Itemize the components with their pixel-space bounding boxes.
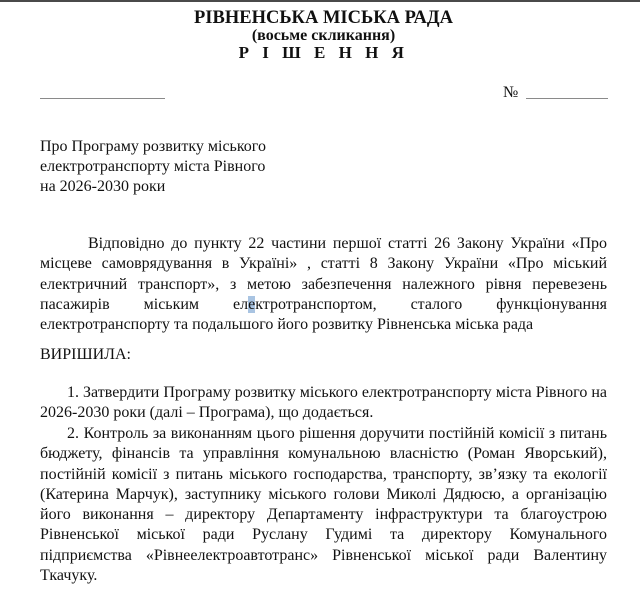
- document-type-heading: Р І Ш Е Н Н Я: [238, 43, 409, 62]
- subject-line: Про Програму розвитку міського: [40, 138, 266, 155]
- text-selection-cursor[interactable]: е: [248, 295, 256, 313]
- item-text: Контроль за виконанням цього рішення доручити постійній комісії з питань бюджету, фінансів та управління комунальною власністю (Роман Яворський), постійній комісії з питань міського господарства, транспорту, зв’язку та екології (Катерина Марчук), заступнику міського голови Миколі Дядюсю, а організацію його виконання – директору Департаменту інфраструктури та благоустрою Рівненської міської ради Руслану Гудимі та директору Комунального підприємства «Рівнеелектроавтотранс» Рівненської міської ради Валентину Ткачуку.: [40, 425, 607, 585]
- resolution-item: [40, 424, 607, 586]
- preamble-text-start: Відповідно до пункту 22 частини першої статті 26 Закону України «Про місцеве самоврядування в Україні» , статті 8 Закону України «Про міський електричний транспорт», з метою забезпечення належного рівня перевезень пасажирів міським ел: [40, 235, 607, 313]
- date-blank-line: [40, 98, 165, 99]
- preamble-text-end: ктротранспортом, сталого функціонування електротранспорту та подальшого його розвитку Рівненська міська рада: [40, 295, 607, 334]
- number-sign: №: [503, 84, 519, 101]
- item-number: 1.: [67, 384, 79, 401]
- resolved-heading: ВИРІШИЛА:: [40, 346, 131, 363]
- preamble-paragraph[interactable]: [40, 234, 607, 335]
- item-text: Затвердити Програму розвитку міського електротранспорту міста Рівного на 2026-2030 роки (далі – Програма), що додається.: [40, 384, 608, 422]
- convocation-subtitle: (восьме скликання): [251, 27, 396, 44]
- item-number: 2.: [67, 425, 79, 442]
- number-blank-line: [526, 98, 608, 99]
- resolution-item: [40, 383, 607, 424]
- subject-line: електротранспорту міста Рівного: [40, 158, 266, 175]
- council-title: РІВНЕНСЬКА МІСЬКА РАДА: [194, 8, 453, 28]
- subject-line: на 2026-2030 роки: [40, 178, 166, 195]
- window-top-border: [0, 0, 640, 2]
- decision-subject: [40, 137, 266, 197]
